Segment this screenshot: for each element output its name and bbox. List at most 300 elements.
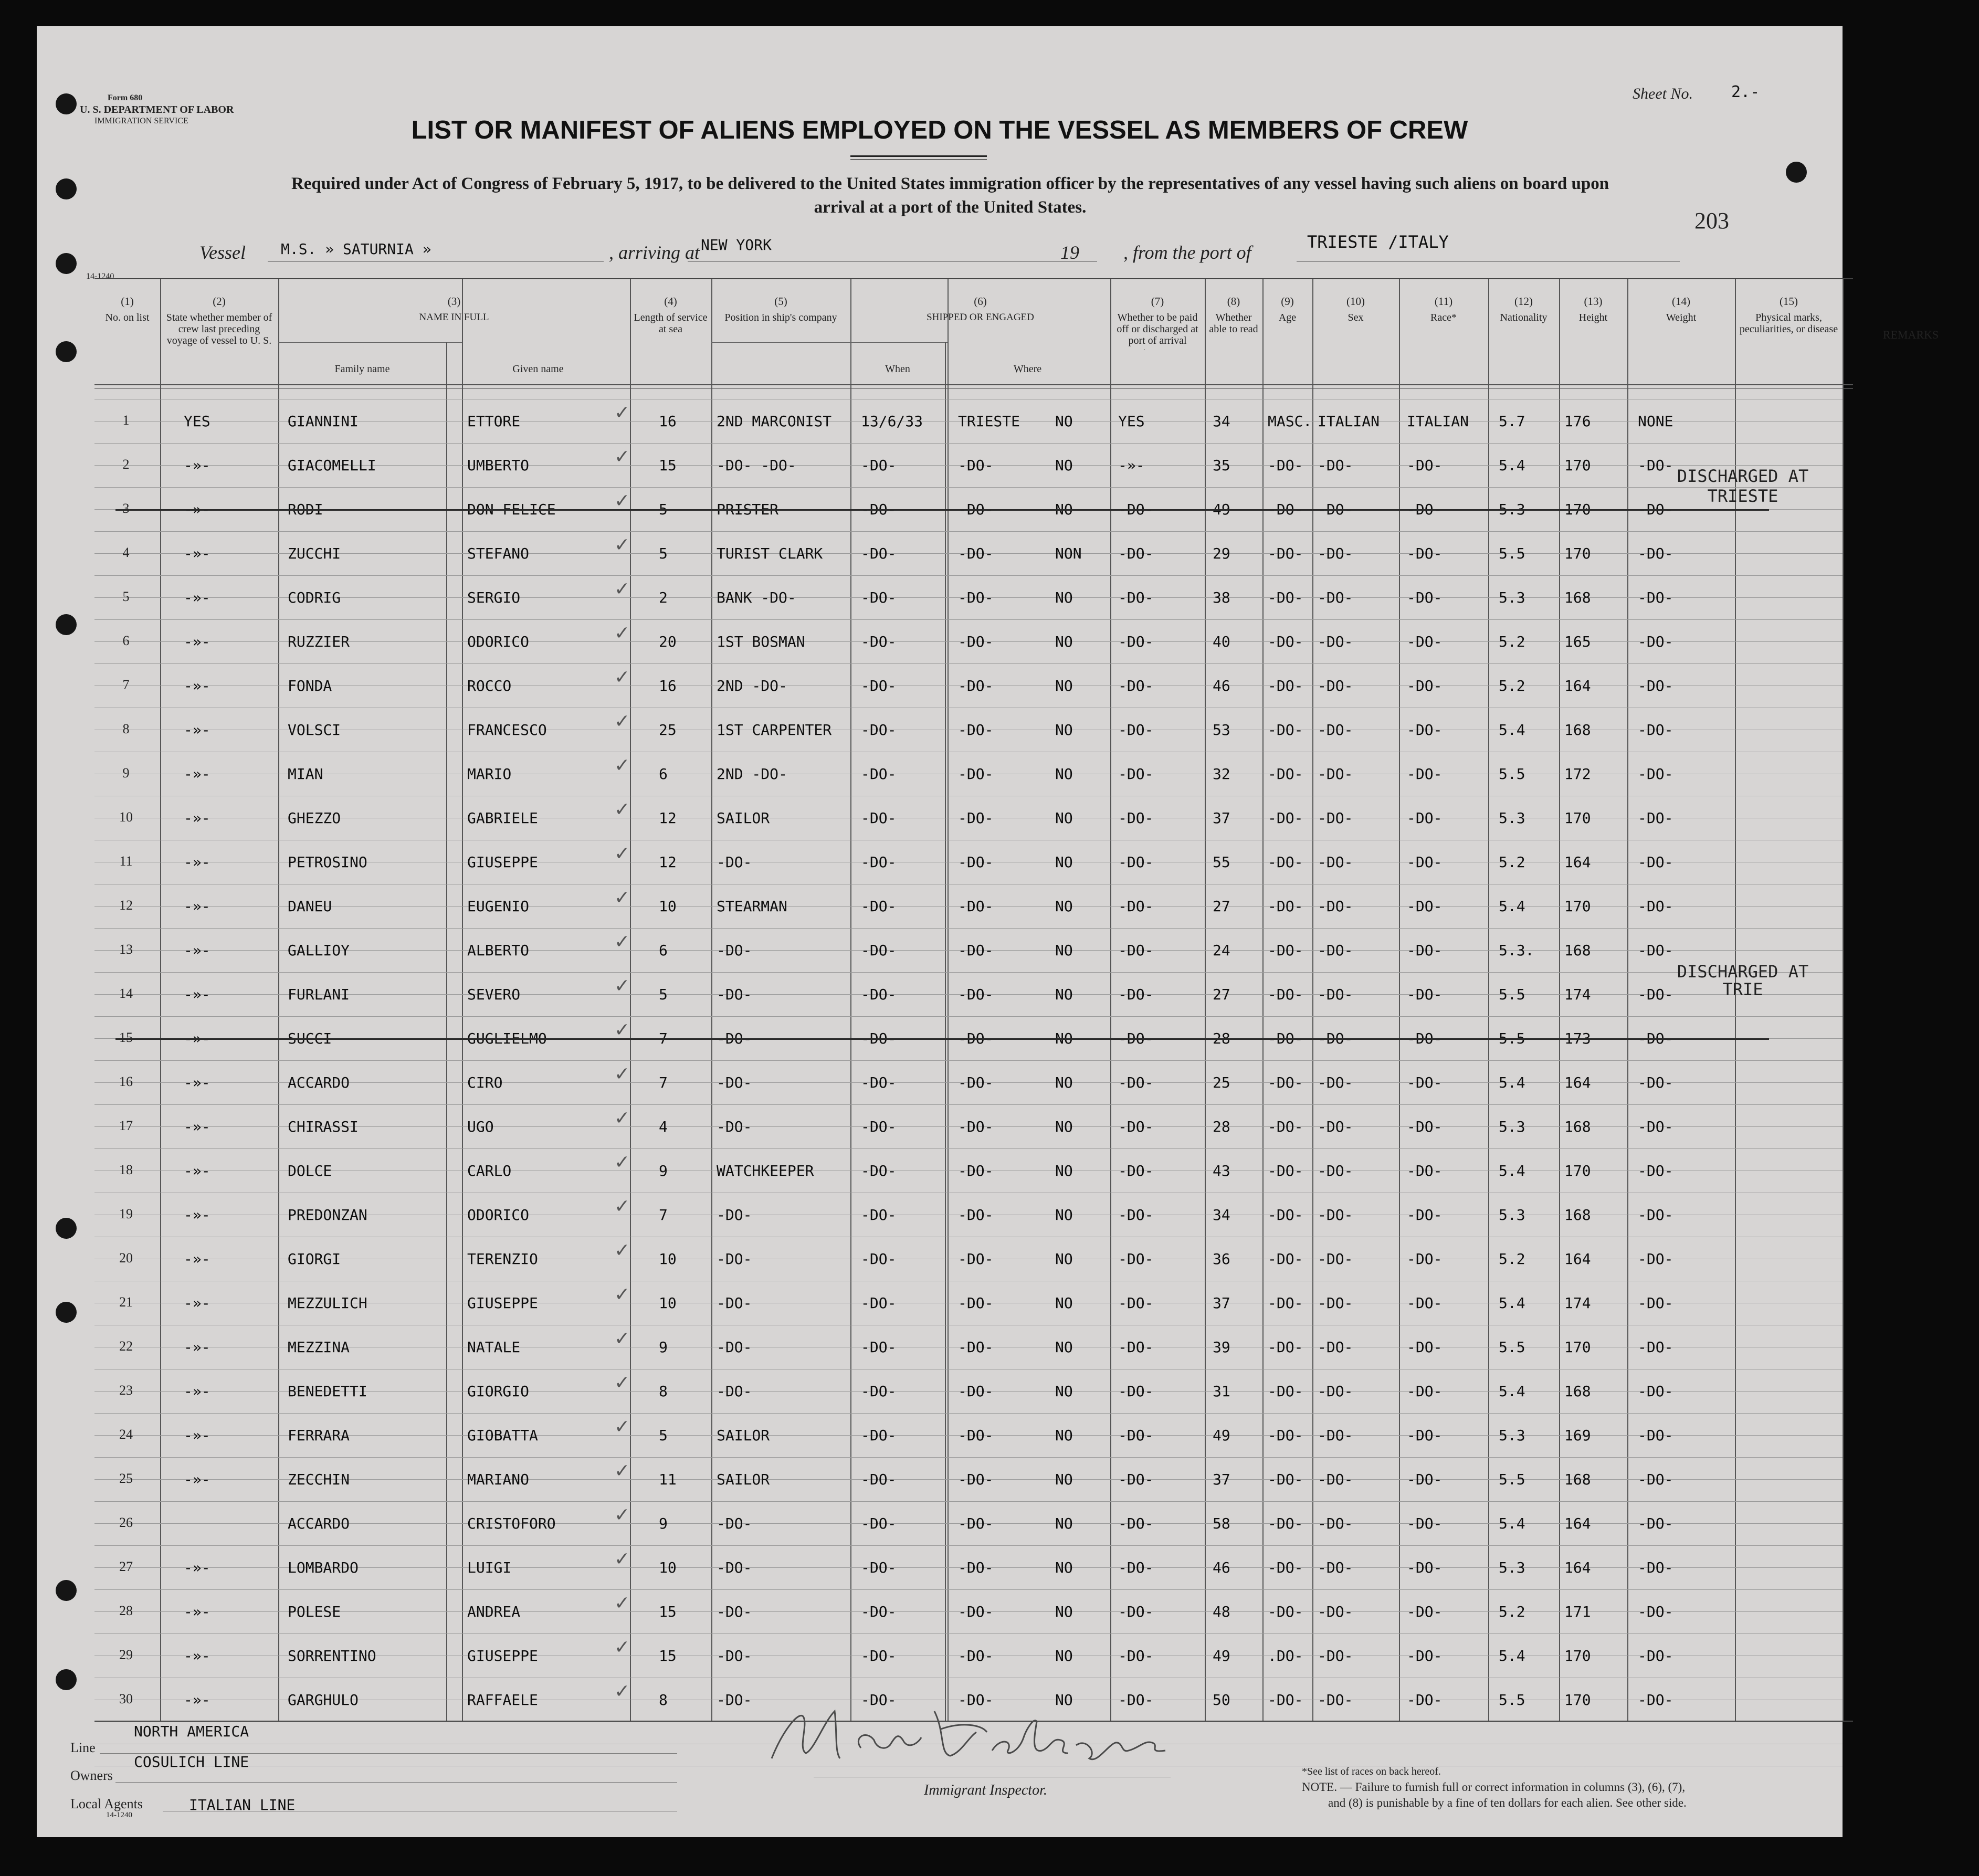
cell-weight: 168 xyxy=(1564,1471,1591,1488)
cell-sex: -DO- xyxy=(1268,1030,1303,1047)
cell-physical-marks: -DO- xyxy=(1638,809,1673,827)
row-number: 29 xyxy=(119,1647,133,1662)
cell-given-name: UGO xyxy=(467,1118,494,1135)
cell-family-name: FERRARA xyxy=(288,1427,350,1444)
checkmark-icon: ✓ xyxy=(614,1681,630,1702)
cell-service-length: 5 xyxy=(659,545,668,562)
cell-race: -DO- xyxy=(1318,545,1353,562)
cell-able-to-read: -DO- xyxy=(1118,545,1154,562)
cell-service-length: 5 xyxy=(659,1427,668,1444)
cell-nationality: -DO- xyxy=(1407,809,1443,827)
cell-position: 1ST CARPENTER xyxy=(717,721,832,739)
cell-nationality: -DO- xyxy=(1407,1691,1443,1709)
cell-physical-marks: -DO- xyxy=(1638,1559,1673,1576)
cell-family-name: ACCARDO xyxy=(288,1074,350,1091)
cell-position: -DO- xyxy=(717,1603,752,1620)
cell-given-name: GIOBATTA xyxy=(467,1427,538,1444)
cell-shipped-when: -DO- xyxy=(861,1383,897,1400)
checkmark-icon: ✓ xyxy=(614,843,630,865)
cell-shipped-when: -DO- xyxy=(861,1294,897,1312)
cell-age: 46 xyxy=(1213,1559,1230,1576)
cell-nationality: -DO- xyxy=(1407,545,1443,562)
vessel-label: Vessel xyxy=(199,242,246,263)
cell-position: -DO- xyxy=(717,1647,752,1664)
cell-race: -DO- xyxy=(1318,942,1353,959)
department-name: U. S. DEPARTMENT OF LABOR xyxy=(80,104,234,115)
cell-shipped-where: -DO- xyxy=(958,633,994,650)
cell-age: 37 xyxy=(1213,1294,1230,1312)
cell-prev-voyage: -»- xyxy=(184,765,210,783)
cell-physical-marks: -DO- xyxy=(1638,1030,1673,1047)
cell-nationality: -DO- xyxy=(1407,1427,1443,1444)
cell-shipped-when: -DO- xyxy=(861,765,897,783)
cell-nationality: -DO- xyxy=(1407,986,1443,1003)
cell-paid-off: NO xyxy=(1055,1294,1073,1312)
cell-nationality: -DO- xyxy=(1407,1030,1443,1047)
cell-age: 43 xyxy=(1213,1162,1230,1179)
cell-weight: 170 xyxy=(1564,809,1591,827)
cell-sex: -DO- xyxy=(1268,1074,1303,1091)
cell-shipped-when: -DO- xyxy=(861,1427,897,1444)
cell-family-name: RODI xyxy=(288,501,323,518)
cell-able-to-read: -DO- xyxy=(1118,986,1154,1003)
cell-height: 5.4 xyxy=(1499,898,1525,915)
cell-prev-voyage: -»- xyxy=(184,1471,210,1488)
column-number-c3: (3) xyxy=(447,295,461,308)
column-header-c3: NAME IN FULL xyxy=(419,312,489,323)
cell-height: 5.4 xyxy=(1499,1162,1525,1179)
arriving-value: NEW YORK xyxy=(701,236,772,254)
cell-service-length: 10 xyxy=(659,1250,677,1268)
cell-shipped-when: -DO- xyxy=(861,1074,897,1091)
cell-race: -DO- xyxy=(1318,986,1353,1003)
cell-shipped-when: -DO- xyxy=(861,457,897,474)
cell-given-name: EUGENIO xyxy=(467,898,530,915)
cell-able-to-read: -DO- xyxy=(1118,633,1154,650)
cell-family-name: SORRENTINO xyxy=(288,1647,376,1664)
cell-given-name: GIUSEPPE xyxy=(467,853,538,871)
cell-nationality: -DO- xyxy=(1407,633,1443,650)
cell-physical-marks: -DO- xyxy=(1638,457,1673,474)
cell-position: -DO- xyxy=(717,942,752,959)
inspector-signature xyxy=(761,1701,1192,1769)
cell-paid-off: NO xyxy=(1055,1030,1073,1047)
cell-family-name: CODRIG xyxy=(288,589,341,606)
cell-service-length: 2 xyxy=(659,589,668,606)
cell-nationality: -DO- xyxy=(1407,1383,1443,1400)
cell-prev-voyage: -»- xyxy=(184,1647,210,1664)
cell-physical-marks: -DO- xyxy=(1638,1206,1673,1224)
cell-race: -DO- xyxy=(1318,677,1353,694)
cell-height: 5.5 xyxy=(1499,765,1525,783)
cell-position: -DO- xyxy=(717,853,752,871)
checkmark-icon: ✓ xyxy=(614,1328,630,1350)
row-number: 28 xyxy=(119,1603,133,1618)
row-number: 23 xyxy=(119,1383,133,1398)
cell-service-length: 12 xyxy=(659,809,677,827)
cell-shipped-where: -DO- xyxy=(958,1383,994,1400)
cell-height: 5.3 xyxy=(1499,501,1525,518)
cell-weight: 170 xyxy=(1564,1339,1591,1356)
cell-family-name: ZUCCHI xyxy=(288,545,341,562)
cell-paid-off: NO xyxy=(1055,1339,1073,1356)
cell-given-name: SERGIO xyxy=(467,589,521,606)
cell-height: 5.4 xyxy=(1499,1647,1525,1664)
checkmark-icon: ✓ xyxy=(614,578,630,600)
cell-able-to-read: -DO- xyxy=(1118,1427,1154,1444)
cell-position: 2ND MARCONIST xyxy=(717,413,832,430)
cell-position: -DO- -DO- xyxy=(717,457,796,474)
cell-given-name: CIRO xyxy=(467,1074,503,1091)
cell-shipped-when: -DO- xyxy=(861,942,897,959)
cell-physical-marks: -DO- xyxy=(1638,589,1673,606)
checkmark-icon: ✓ xyxy=(614,623,630,644)
remark-line: TRIESTE xyxy=(1707,486,1778,506)
cell-sex: .DO- xyxy=(1268,1647,1303,1664)
cell-shipped-where: -DO- xyxy=(958,1515,994,1532)
cell-weight: 170 xyxy=(1564,457,1591,474)
cell-physical-marks: -DO- xyxy=(1638,1427,1673,1444)
cell-height: 5.2 xyxy=(1499,853,1525,871)
checkmark-icon: ✓ xyxy=(614,1504,630,1526)
cell-prev-voyage: -»- xyxy=(184,1250,210,1268)
cell-prev-voyage: -»- xyxy=(184,853,210,871)
cell-race: -DO- xyxy=(1318,1471,1353,1488)
cell-height: 5.5 xyxy=(1499,986,1525,1003)
remark-line: DISCHARGED AT xyxy=(1677,962,1809,982)
cell-position: -DO- xyxy=(717,1074,752,1091)
cell-service-length: 6 xyxy=(659,942,668,959)
cell-sex: -DO- xyxy=(1268,501,1303,518)
cell-able-to-read: -DO- xyxy=(1118,1118,1154,1135)
cell-prev-voyage: -»- xyxy=(184,501,210,518)
cell-given-name: CRISTOFORO xyxy=(467,1515,556,1532)
cell-height: 5.5 xyxy=(1499,1339,1525,1356)
remark-discharged-row-2 xyxy=(1664,466,1822,506)
cell-position: -DO- xyxy=(717,986,752,1003)
cell-sex: -DO- xyxy=(1268,1250,1303,1268)
cell-family-name: DOLCE xyxy=(288,1162,332,1179)
cell-shipped-where: -DO- xyxy=(958,457,994,474)
checkmark-icon: ✓ xyxy=(614,446,630,468)
cell-physical-marks: -DO- xyxy=(1638,677,1673,694)
line-value: NORTH AMERICA xyxy=(134,1723,249,1740)
cell-shipped-where: -DO- xyxy=(958,545,994,562)
cell-nationality: ITALIAN xyxy=(1407,413,1469,430)
cell-shipped-when: -DO- xyxy=(861,1162,897,1179)
cell-service-length: 8 xyxy=(659,1383,668,1400)
cell-age: 40 xyxy=(1213,633,1230,650)
cell-given-name: CARLO xyxy=(467,1162,512,1179)
cell-height: 5.3 xyxy=(1499,1427,1525,1444)
checkmark-icon: ✓ xyxy=(614,887,630,909)
cell-given-name: GIORGIO xyxy=(467,1383,530,1400)
checkmark-icon: ✓ xyxy=(614,1372,630,1394)
cell-shipped-when: -DO- xyxy=(861,809,897,827)
cell-able-to-read: -DO- xyxy=(1118,1647,1154,1664)
cell-shipped-where: -DO- xyxy=(958,1471,994,1488)
punch-hole xyxy=(56,1302,77,1323)
cell-shipped-when: -DO- xyxy=(861,898,897,915)
cell-height: 5.2 xyxy=(1499,1250,1525,1268)
cell-service-length: 8 xyxy=(659,1691,668,1709)
cell-given-name: LUIGI xyxy=(467,1559,512,1576)
cell-family-name: CHIRASSI xyxy=(288,1118,359,1135)
cell-nationality: -DO- xyxy=(1407,589,1443,606)
cell-height: 5.2 xyxy=(1499,1603,1525,1620)
cell-physical-marks: -DO- xyxy=(1638,1339,1673,1356)
cell-able-to-read: -DO- xyxy=(1118,1250,1154,1268)
cell-prev-voyage: -»- xyxy=(184,1162,210,1179)
column-number-c2: (2) xyxy=(213,295,226,308)
row-number: 7 xyxy=(122,677,130,692)
cell-paid-off: NO xyxy=(1055,1074,1073,1091)
cell-position: -DO- xyxy=(717,1206,752,1224)
cell-shipped-where: -DO- xyxy=(958,986,994,1003)
column-number-c7: (7) xyxy=(1151,295,1164,308)
checkmark-icon: ✓ xyxy=(614,799,630,820)
cell-family-name: GHEZZO xyxy=(288,809,341,827)
cell-weight: 169 xyxy=(1564,1427,1591,1444)
cell-shipped-when: -DO- xyxy=(861,589,897,606)
cell-able-to-read: -DO- xyxy=(1118,1162,1154,1179)
cell-given-name: ROCCO xyxy=(467,677,512,694)
cell-able-to-read: -DO- xyxy=(1118,1471,1154,1488)
cell-position: -DO- xyxy=(717,1294,752,1312)
row-number: 30 xyxy=(119,1691,133,1706)
cell-nationality: -DO- xyxy=(1407,1339,1443,1356)
races-note: *See list of races on back hereof. xyxy=(1302,1766,1441,1777)
cell-sex: -DO- xyxy=(1268,853,1303,871)
cell-shipped-where: -DO- xyxy=(958,765,994,783)
cell-age: 55 xyxy=(1213,853,1230,871)
cell-sex: -DO- xyxy=(1268,1162,1303,1179)
cell-weight: 168 xyxy=(1564,1118,1591,1135)
cell-prev-voyage: -»- xyxy=(184,1427,210,1444)
cell-weight: 165 xyxy=(1564,633,1591,650)
cell-weight: 170 xyxy=(1564,1162,1591,1179)
cell-position: WATCHKEEPER xyxy=(717,1162,814,1179)
cell-physical-marks: -DO- xyxy=(1638,501,1673,518)
cell-service-length: 11 xyxy=(659,1471,677,1488)
cell-shipped-when: -DO- xyxy=(861,1647,897,1664)
cell-sex: -DO- xyxy=(1268,1339,1303,1356)
checkmark-icon: ✓ xyxy=(614,490,630,512)
footer-print-code: 14-1240 xyxy=(106,1811,132,1819)
row-number: 3 xyxy=(122,501,130,516)
cell-age: 28 xyxy=(1213,1118,1230,1135)
cell-shipped-when: -DO- xyxy=(861,1691,897,1709)
checkmark-icon: ✓ xyxy=(614,1416,630,1438)
cell-nationality: -DO- xyxy=(1407,1162,1443,1179)
cell-age: 27 xyxy=(1213,898,1230,915)
cell-shipped-where: -DO- xyxy=(958,1118,994,1135)
cell-position: PRISTER xyxy=(717,501,779,518)
cell-sex: -DO- xyxy=(1268,1559,1303,1576)
column-header-c10: Sex xyxy=(1348,312,1364,323)
cell-able-to-read: -DO- xyxy=(1118,1559,1154,1576)
cell-height: 5.4 xyxy=(1499,1294,1525,1312)
cell-nationality: -DO- xyxy=(1407,853,1443,871)
cell-age: 37 xyxy=(1213,1471,1230,1488)
cell-height: 5.5 xyxy=(1499,545,1525,562)
cell-position: -DO- xyxy=(717,1339,752,1356)
cell-weight: 170 xyxy=(1564,545,1591,562)
cell-paid-off: NO xyxy=(1055,1603,1073,1620)
cell-shipped-where: -DO- xyxy=(958,1559,994,1576)
cell-physical-marks: -DO- xyxy=(1638,1118,1673,1135)
cell-race: -DO- xyxy=(1318,765,1353,783)
column-number-c12: (12) xyxy=(1514,295,1533,308)
cell-nationality: -DO- xyxy=(1407,942,1443,959)
cell-shipped-where: TRIESTE xyxy=(958,413,1020,430)
cell-shipped-where: -DO- xyxy=(958,1691,994,1709)
cell-sex: -DO- xyxy=(1268,1118,1303,1135)
row-number: 26 xyxy=(119,1515,133,1530)
checkmark-icon: ✓ xyxy=(614,402,630,424)
column-subheader-given-name: Given name xyxy=(512,363,564,375)
row-number: 8 xyxy=(122,721,130,736)
cell-paid-off: NO xyxy=(1055,1427,1073,1444)
cell-sex: -DO- xyxy=(1268,721,1303,739)
vessel-value: M.S. » SATURNIA » xyxy=(281,240,431,258)
cell-service-length: 6 xyxy=(659,765,668,783)
cell-weight: 172 xyxy=(1564,765,1591,783)
cell-sex: -DO- xyxy=(1268,765,1303,783)
cell-race: -DO- xyxy=(1318,1294,1353,1312)
cell-nationality: -DO- xyxy=(1407,1294,1443,1312)
checkmark-icon: ✓ xyxy=(614,1284,630,1305)
cell-able-to-read: -DO- xyxy=(1118,1691,1154,1709)
punch-hole xyxy=(56,1669,77,1690)
row-number: 22 xyxy=(119,1339,133,1354)
cell-shipped-when: -DO- xyxy=(861,1559,897,1576)
cell-prev-voyage: -»- xyxy=(184,1030,210,1047)
cell-height: 5.2 xyxy=(1499,677,1525,694)
column-header-c13: Height xyxy=(1578,312,1608,323)
requirement-line-1: Required under Act of Congress of February 5, 1917, to be delivered to the United States immigration officer by the representatives of any vessel having such aliens on board upon xyxy=(291,174,1609,193)
cell-sex: -DO- xyxy=(1268,1383,1303,1400)
cell-physical-marks: -DO- xyxy=(1638,1162,1673,1179)
cell-weight: 164 xyxy=(1564,677,1591,694)
cell-height: 5.5 xyxy=(1499,1691,1525,1709)
cell-paid-off: NO xyxy=(1055,1383,1073,1400)
cell-shipped-where: -DO- xyxy=(958,721,994,739)
punch-hole xyxy=(56,1580,77,1601)
sheet-number-label: Sheet No. xyxy=(1633,85,1693,102)
strikethrough-line xyxy=(115,1038,1769,1040)
cell-able-to-read: -DO- xyxy=(1118,853,1154,871)
cell-sex: -DO- xyxy=(1268,898,1303,915)
cell-shipped-where: -DO- xyxy=(958,1206,994,1224)
cell-shipped-when: -DO- xyxy=(861,633,897,650)
cell-given-name: SEVERO xyxy=(467,986,521,1003)
cell-shipped-when: -DO- xyxy=(861,501,897,518)
cell-race: -DO- xyxy=(1318,1691,1353,1709)
row-number: 5 xyxy=(122,589,130,604)
cell-position: SAILOR xyxy=(717,809,770,827)
cell-family-name: GIACOMELLI xyxy=(288,457,376,474)
punch-hole xyxy=(56,93,77,114)
cell-service-length: 5 xyxy=(659,501,668,518)
cell-weight: 168 xyxy=(1564,1383,1591,1400)
cell-family-name: MEZZINA xyxy=(288,1339,350,1356)
cell-shipped-where: -DO- xyxy=(958,1162,994,1179)
cell-race: -DO- xyxy=(1318,898,1353,915)
cell-age: 35 xyxy=(1213,457,1230,474)
cell-family-name: DANEU xyxy=(288,898,332,915)
cell-given-name: ALBERTO xyxy=(467,942,530,959)
cell-sex: -DO- xyxy=(1268,1427,1303,1444)
requirement-line-2: arrival at a port of the United States. xyxy=(814,198,1087,217)
cell-nationality: -DO- xyxy=(1407,765,1443,783)
cell-physical-marks: -DO- xyxy=(1638,942,1673,959)
cell-shipped-where: -DO- xyxy=(958,1647,994,1664)
cell-sex: -DO- xyxy=(1268,1471,1303,1488)
cell-position: -DO- xyxy=(717,1691,752,1709)
cell-height: 5.5 xyxy=(1499,1471,1525,1488)
cell-shipped-where: -DO- xyxy=(958,942,994,959)
cell-paid-off: NO xyxy=(1055,765,1073,783)
checkmark-icon: ✓ xyxy=(614,975,630,997)
local-agents-label: Local Agents xyxy=(70,1796,143,1811)
cell-race: -DO- xyxy=(1318,501,1353,518)
cell-given-name: ODORICO xyxy=(467,1206,530,1224)
cell-able-to-read: -»- xyxy=(1118,457,1145,474)
cell-shipped-where: -DO- xyxy=(958,853,994,871)
cell-age: 25 xyxy=(1213,1074,1230,1091)
cell-given-name: FRANCESCO xyxy=(467,721,547,739)
cell-given-name: MARIANO xyxy=(467,1471,530,1488)
cell-service-length: 10 xyxy=(659,1559,677,1576)
from-port-value: TRIESTE /ITALY xyxy=(1307,232,1449,252)
cell-position: -DO- xyxy=(717,1515,752,1532)
row-number: 12 xyxy=(119,898,133,913)
cell-able-to-read: -DO- xyxy=(1118,1294,1154,1312)
cell-shipped-when: -DO- xyxy=(861,1250,897,1268)
column-header-c9: Age xyxy=(1278,312,1297,323)
checkmark-icon: ✓ xyxy=(614,1019,630,1041)
cell-service-length: 4 xyxy=(659,1118,668,1135)
column-header-remarks: REMARKS xyxy=(1882,328,1939,341)
remark-line: TRIE xyxy=(1722,979,1763,999)
cell-able-to-read: -DO- xyxy=(1118,809,1154,827)
cell-paid-off: NO xyxy=(1055,809,1073,827)
cell-given-name: NATALE xyxy=(467,1339,521,1356)
cell-physical-marks: -DO- xyxy=(1638,1250,1673,1268)
cell-position: STEARMAN xyxy=(717,898,787,915)
cell-nationality: -DO- xyxy=(1407,677,1443,694)
cell-sex: -DO- xyxy=(1268,1691,1303,1709)
checkmark-icon: ✓ xyxy=(614,1240,630,1261)
remark-line: DISCHARGED AT xyxy=(1677,466,1809,486)
cell-position: SAILOR xyxy=(717,1471,770,1488)
cell-sex: -DO- xyxy=(1268,677,1303,694)
row-number: 13 xyxy=(119,942,133,957)
cell-race: -DO- xyxy=(1318,1383,1353,1400)
cell-race: ITALIAN xyxy=(1318,413,1380,430)
cell-family-name: SUCCI xyxy=(288,1030,332,1047)
checkmark-icon: ✓ xyxy=(614,1548,630,1570)
cell-height: 5.4 xyxy=(1499,1515,1525,1532)
cell-nationality: -DO- xyxy=(1407,1471,1443,1488)
cell-service-length: 16 xyxy=(659,677,677,694)
cell-race: -DO- xyxy=(1318,633,1353,650)
cell-service-length: 7 xyxy=(659,1030,668,1047)
cell-shipped-where: -DO- xyxy=(958,501,994,518)
punch-hole xyxy=(56,178,77,199)
local-agents-value: ITALIAN LINE xyxy=(189,1796,296,1814)
